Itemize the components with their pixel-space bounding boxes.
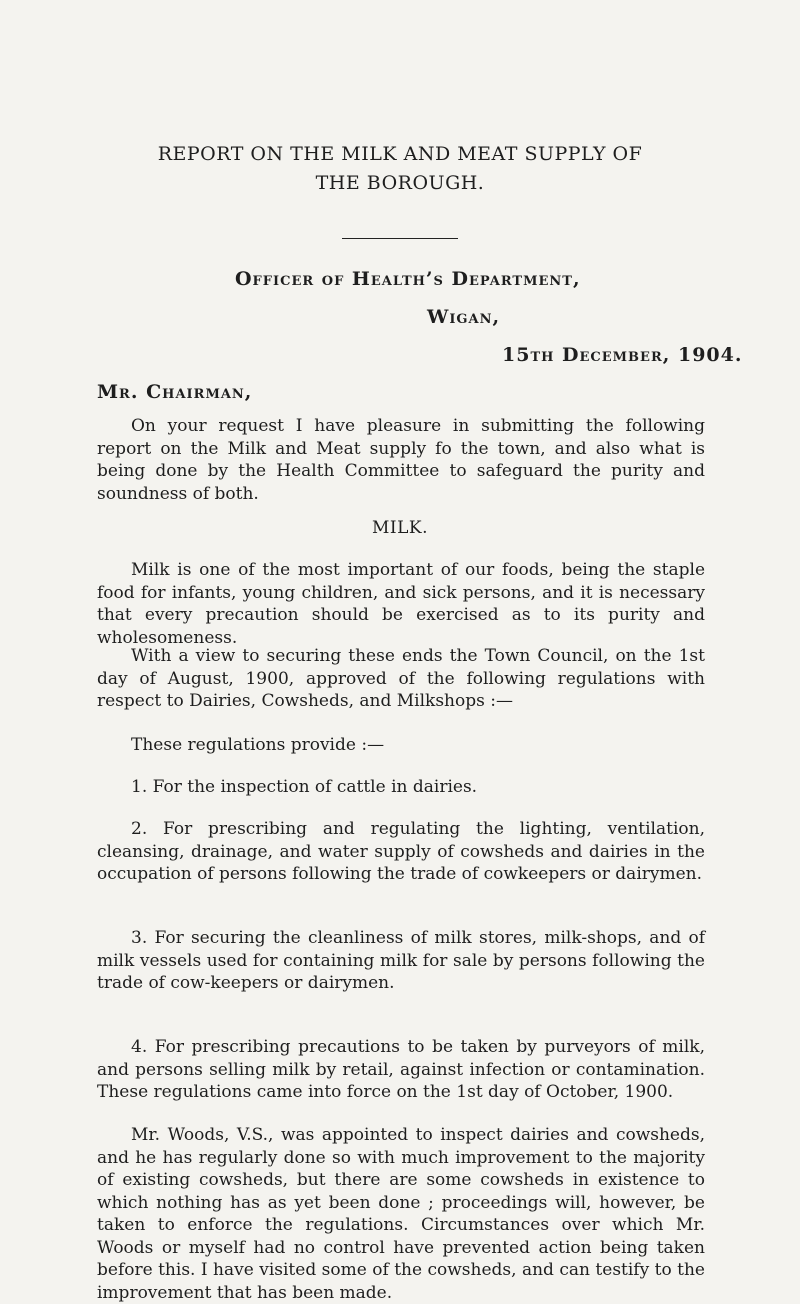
department-line: Officer of Health’s Department, xyxy=(235,268,581,290)
regulation-item-4: 4. For prescribing precautions to be taken by purveyors of milk, and persons selling milk by retail, against infection or contamination. These regulations came into force on the 1st day of October, 1900. xyxy=(97,1037,705,1102)
place-line: Wigan, xyxy=(427,306,501,328)
paragraph-milk-importance: Milk is one of the most important of our foods, being the staple food for infants, young children, and sick persons, and it is necessary that every precaution should be exercised as to its purity and wholesomeness. xyxy=(97,560,705,648)
report-title-line-2: THE BOROUGH. xyxy=(315,172,485,194)
paragraph-regulations-approval: With a view to securing these ends the Town Council, on the 1st day of August, 1900, approved of the following regulations with respect to Dairies, Cowsheds, and Milkshops :— xyxy=(97,646,705,711)
regulation-item-3: 3. For securing the cleanliness of milk stores, milk-shops, and of milk vessels used for containing milk for sale by persons following the trade of cow-keepers or dairymen. xyxy=(97,928,705,993)
regulation-item-2: 2. For prescribing and regulating the lighting, ventilation, cleansing, drainage, and water supply of cowsheds and dairies in the occupation of persons following the trade of cowkeepers or dairymen. xyxy=(97,819,705,884)
section-heading-milk: MILK. xyxy=(371,518,428,538)
date-line: 15th December, 1904. xyxy=(502,344,743,366)
report-title-line-1: REPORT ON THE MILK AND MEAT SUPPLY OF xyxy=(157,143,643,165)
regulation-item-1: 1. For the inspection of cattle in dairies. xyxy=(131,777,478,797)
salutation: Mr. Chairman, xyxy=(97,381,253,403)
intro-paragraph: On your request I have pleasure in submitting the following report on the Milk and Meat supply fo the town, and also what is being done by the Health Committee to safeguard the purity and soundness of both. xyxy=(97,416,705,504)
title-divider xyxy=(342,238,458,239)
paragraph-inspection: Mr. Woods, V.S., was appointed to inspect dairies and cowsheds, and he has regularly done so with much improvement to the majority of existing cowsheds, but there are some cowsheds in existence to which nothing has as yet been done ; proceedings will, however, be taken to enforce the regulations. Circumstances over which Mr. Woods or myself had no control have prevented action being taken before this. I have visited some of the cowsheds, and can testify to the improvement that has been made. xyxy=(97,1125,705,1303)
paragraph-regulations-provide: These regulations provide :— xyxy=(131,735,385,755)
